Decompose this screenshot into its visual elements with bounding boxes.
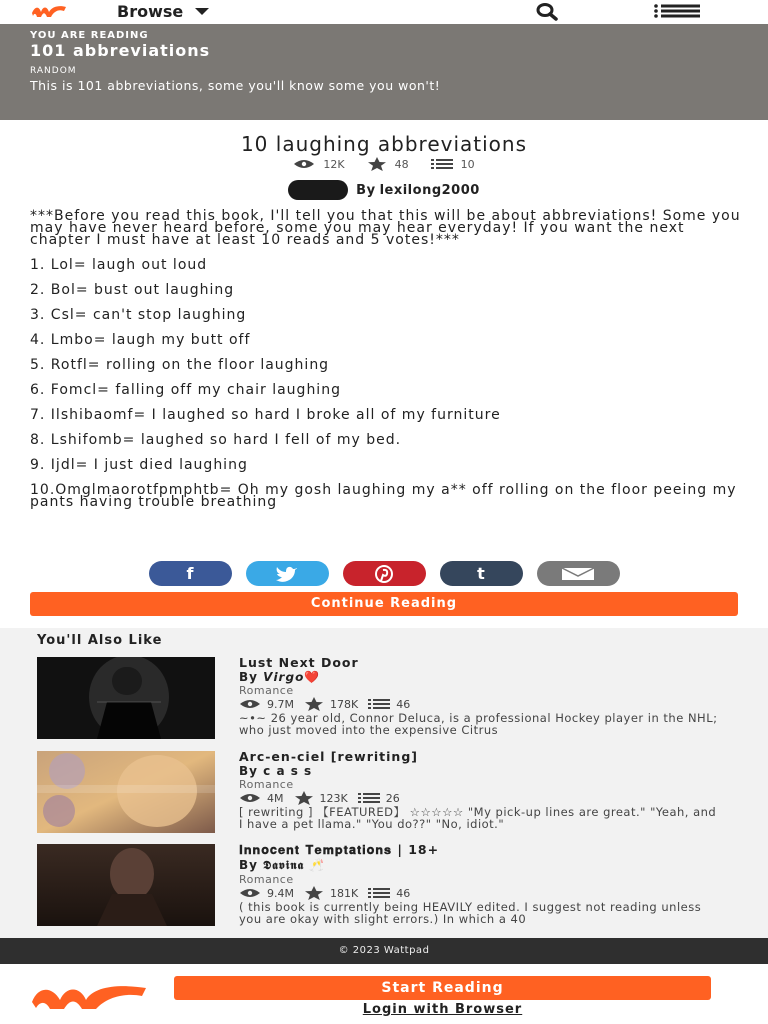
chapter-paragraph: 10.Omglmaorotfpmphtb= Oh my gosh laughing my a** off rolling on the floor peeing my pants having trouble breathing bbox=[30, 482, 737, 510]
eye-icon bbox=[239, 793, 261, 803]
eye-icon bbox=[293, 159, 315, 169]
story-banner[interactable] bbox=[0, 24, 768, 120]
chapter-paragraph: ***Before you read this book, I'll tell you that this will be about abbreviations! Some you may have never heard before, some you may hear everyday! If you want the next chapter I must have at least 10 reads and 5 votes!*** bbox=[30, 208, 741, 248]
recommendation-title[interactable]: Arc-en-ciel [rewriting] bbox=[239, 749, 418, 764]
reads-stat bbox=[293, 157, 344, 171]
author-prefix: By bbox=[239, 764, 258, 778]
chevron-down-icon bbox=[195, 8, 209, 15]
eye-icon bbox=[239, 888, 261, 898]
recommendation-author[interactable] bbox=[239, 670, 719, 684]
parts-count: 10 bbox=[460, 157, 475, 171]
share-email-button[interactable] bbox=[537, 561, 620, 586]
browse-label: Browse bbox=[117, 2, 184, 21]
browse-dropdown[interactable] bbox=[117, 2, 209, 21]
recommendation-info bbox=[239, 842, 719, 925]
reads-count: 9.7M bbox=[267, 697, 294, 711]
star-icon bbox=[294, 791, 314, 805]
reads-count: 9.4M bbox=[267, 886, 294, 900]
share-pinterest-button[interactable] bbox=[343, 561, 426, 586]
bottom-cta-bar bbox=[0, 964, 768, 1024]
start-reading-button[interactable]: Start Reading bbox=[174, 976, 711, 1000]
star-icon bbox=[304, 697, 324, 711]
recommendation-author[interactable] bbox=[239, 858, 719, 873]
pinterest-icon bbox=[375, 565, 393, 583]
votes-stat bbox=[367, 157, 409, 171]
facebook-icon: f bbox=[186, 564, 194, 583]
chapter-paragraph: 6. Fomcl= falling off my chair laughing bbox=[30, 382, 341, 398]
recommendation-info bbox=[239, 749, 719, 830]
cover-image-lust-next-door bbox=[37, 657, 215, 739]
recommendation-stats bbox=[239, 697, 719, 711]
also-like-section bbox=[0, 628, 768, 938]
recommendation-title[interactable]: 𝐈𝐧𝐧𝐨𝐜𝐞𝐧𝐭 𝐓𝐞𝐦𝐩𝐭𝐚𝐭𝐢𝐨𝐧𝐬 | 18+ bbox=[239, 842, 440, 857]
story-title: 101 abbreviations bbox=[30, 41, 211, 60]
avatar[interactable] bbox=[288, 180, 348, 200]
list-icon bbox=[431, 159, 453, 169]
chapter-paragraph: 3. Csl= can't stop laughing bbox=[30, 307, 247, 323]
book-cover[interactable] bbox=[37, 751, 215, 833]
eye-icon bbox=[239, 699, 261, 709]
recommendation-description: ~•~ 26 year old, Connor Deluca, is a professional Hockey player in the NHL; who just moved into the expensive Citrus bbox=[239, 711, 718, 737]
recommendation-stats bbox=[239, 791, 719, 805]
continue-reading-button[interactable]: Continue Reading bbox=[30, 592, 738, 616]
author-name: 𝙑𝙞𝙧𝙜𝙤❤️ bbox=[263, 670, 321, 684]
author-prefix: By bbox=[356, 182, 376, 198]
search-icon[interactable] bbox=[536, 2, 558, 22]
star-icon bbox=[367, 157, 387, 171]
recommendation-item[interactable] bbox=[37, 751, 737, 837]
top-nav bbox=[0, 0, 768, 24]
wattpad-logo-icon[interactable] bbox=[30, 3, 68, 20]
chapter-title: 10 laughing abbreviations bbox=[240, 132, 528, 156]
recommendation-info bbox=[239, 655, 719, 736]
share-tumblr-button[interactable] bbox=[440, 561, 523, 586]
star-icon bbox=[304, 886, 324, 900]
reading-kicker: YOU ARE READING bbox=[30, 30, 149, 41]
author-name: 𝕯𝖆𝖛𝖎𝖓𝖆 🥂 bbox=[263, 858, 326, 872]
recommendation-author[interactable] bbox=[239, 764, 719, 778]
share-facebook-button[interactable] bbox=[149, 561, 232, 586]
share-twitter-button[interactable] bbox=[246, 561, 329, 586]
recommendation-description: ( this book is currently being HEAVILY edited. I suggest not reading unless you are okay with slight errors.) In which a 40 bbox=[239, 900, 702, 926]
author-row[interactable] bbox=[0, 180, 768, 200]
recommendation-item[interactable] bbox=[37, 844, 737, 930]
also-like-heading: You'll Also Like bbox=[37, 633, 163, 648]
votes-count: 181K bbox=[329, 886, 359, 900]
login-with-browser-link[interactable]: Login with Browser bbox=[362, 1002, 523, 1017]
chapter-paragraph: 9. Ijdl= I just died laughing bbox=[30, 457, 248, 473]
chapter-content bbox=[30, 210, 742, 521]
chapter-paragraph: 8. Lshifomb= laughed so hard I fell of my bed. bbox=[30, 432, 402, 448]
list-icon bbox=[368, 699, 390, 709]
book-cover[interactable] bbox=[37, 657, 215, 739]
chapter-paragraph: 7. Ilshibaomf= I laughed so hard I broke all of my furniture bbox=[30, 407, 501, 423]
reads-count: 12K bbox=[323, 157, 345, 171]
parts-stat bbox=[431, 157, 475, 171]
chapter-paragraph: 1. Lol= laugh out loud bbox=[30, 257, 208, 273]
list-icon bbox=[358, 793, 380, 803]
story-category: RANDOM bbox=[30, 66, 77, 76]
recommendation-stats bbox=[239, 886, 719, 900]
wattpad-logo-icon[interactable] bbox=[30, 982, 148, 1012]
twitter-icon bbox=[276, 566, 298, 582]
story-description: This is 101 abbreviations, some you'll know some you won't! bbox=[30, 78, 441, 93]
menu-icon[interactable] bbox=[653, 4, 701, 18]
mail-icon bbox=[561, 567, 595, 581]
reads-count: 4M bbox=[267, 791, 284, 805]
recommendation-description: [ rewriting ] 【FEATURED】 ☆☆☆☆☆ "My pick-up lines are great." "Yeah, and I have a pet llama." "You do??" "No, idiot." bbox=[239, 805, 717, 831]
votes-count: 48 bbox=[394, 157, 409, 171]
parts-count: 46 bbox=[396, 886, 411, 900]
author-name: 𝗰 𝗮 𝘀 𝘀 bbox=[263, 764, 313, 778]
recommendation-title[interactable]: Lust Next Door bbox=[239, 655, 359, 670]
author-prefix: By bbox=[239, 858, 258, 872]
votes-count: 178K bbox=[329, 697, 359, 711]
cover-image-innocent-temptations bbox=[37, 844, 215, 926]
chapter-paragraph: 2. Bol= bust out laughing bbox=[30, 282, 235, 298]
book-cover[interactable] bbox=[37, 844, 215, 926]
chapter-stats bbox=[0, 157, 768, 171]
recommendation-category: Romance bbox=[239, 684, 294, 697]
author-prefix: By bbox=[239, 670, 258, 684]
chapter-paragraph: 4. Lmbo= laugh my butt off bbox=[30, 332, 251, 348]
list-icon bbox=[368, 888, 390, 898]
recommendation-category: Romance bbox=[239, 778, 294, 791]
tumblr-icon: t bbox=[477, 564, 485, 583]
votes-count: 123K bbox=[319, 791, 348, 805]
parts-count: 26 bbox=[385, 791, 400, 805]
chapter-paragraph: 5. Rotfl= rolling on the floor laughing bbox=[30, 357, 330, 373]
copyright-footer: © 2023 Wattpad bbox=[0, 938, 768, 964]
cover-image-arc-en-ciel bbox=[37, 751, 215, 833]
share-bar bbox=[0, 561, 768, 586]
recommendation-item[interactable] bbox=[37, 657, 737, 743]
recommendation-category: Romance bbox=[239, 873, 294, 886]
parts-count: 46 bbox=[396, 697, 411, 711]
author-name[interactable]: lexilong2000 bbox=[379, 182, 480, 198]
